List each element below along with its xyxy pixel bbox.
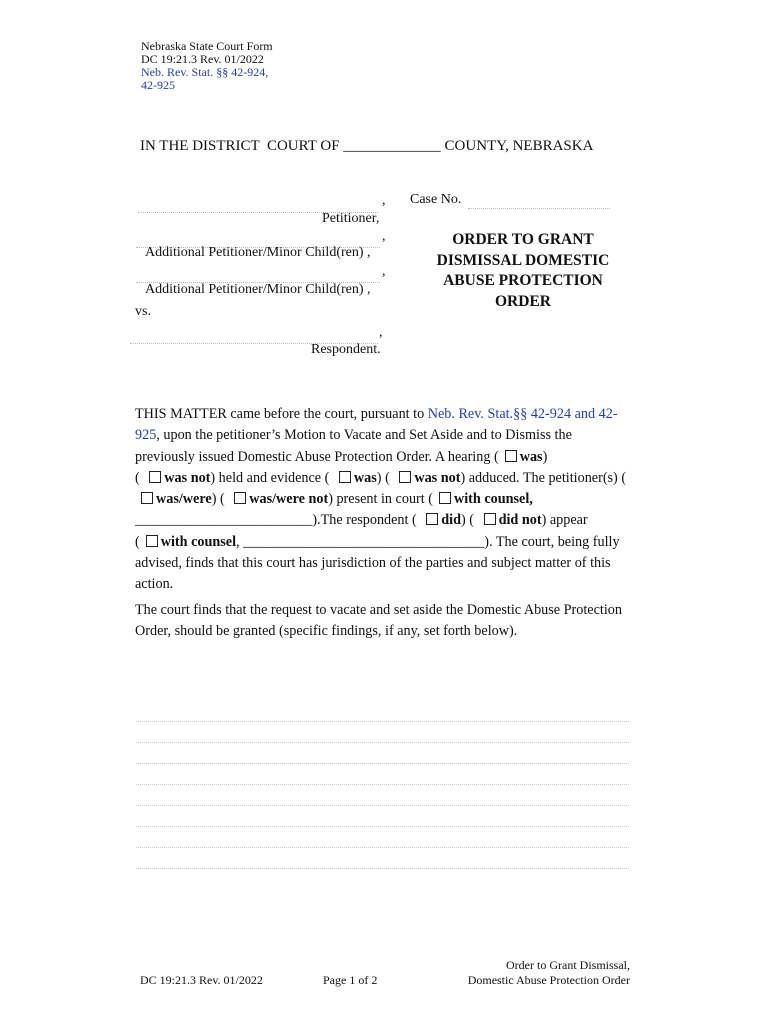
respondent-label: Respondent. [311,342,381,357]
petitioner-with-counsel-checkbox[interactable] [439,492,451,504]
caption-comma-2: , [382,229,386,244]
option-label: did not [498,512,542,529]
statute-reference-link[interactable]: 42-925 [135,406,618,444]
title-line: DISMISSAL DOMESTIC [436,251,610,269]
hearing-was-checkbox[interactable] [505,450,517,462]
caption-comma-4: , [379,325,383,340]
findings-line[interactable] [136,868,629,869]
additional-petitioner-label-2: Additional Petitioner/Minor Child(ren) , [145,282,371,297]
caption-comma-3: , [382,264,386,279]
statute-link-2[interactable]: 42-925 [141,78,175,92]
document-title [418,230,628,312]
hearing-was-not-checkbox[interactable] [149,471,161,483]
petitioner-was-present-checkbox[interactable] [141,492,153,504]
body-text: , upon the petitioner’s Motion to Vacate and Set Aside and to Dismiss the previously issued Domestic Abuse Protection Order. A hearing ( [135,427,572,465]
respondent-with-counsel-checkbox[interactable] [146,535,158,547]
statute-link-1[interactable]: Neb. Rev. Stat. §§ 42-924, [141,65,269,79]
petitioner-label: Petitioner, [322,211,380,226]
caption-comma-1: , [382,193,386,208]
court-heading: IN THE DISTRICT COURT OF _____________ COUNTY, NEBRASKA [140,138,594,154]
body-text: ) ( [376,469,390,486]
versus-label: vs. [135,304,151,319]
respondent-did-not-checkbox[interactable] [484,513,496,525]
additional-petitioner-label-1: Additional Petitioner/Minor Child(ren) , [145,245,371,260]
option-label: with counsel, [453,491,533,508]
footer-title-line: Order to Grant Dismissal, [506,958,630,972]
petitioner-not-present-checkbox[interactable] [234,492,246,504]
form-name: Nebraska State Court Form [141,39,273,53]
case-number-field[interactable] [468,208,610,209]
findings-line[interactable] [136,721,629,722]
body-text: ) present in court ( [328,491,433,508]
option-label: was not [164,469,211,486]
body-text: ( [135,533,140,550]
respondent-did-checkbox[interactable] [426,513,438,525]
statute-reference-link[interactable]: Neb. Rev. Stat.§§ 42-924 and [427,406,596,422]
body-text: ) held and evidence ( [210,469,330,486]
case-number-label: Case No. [410,192,462,207]
title-line: ABUSE PROTECTION [443,272,603,289]
footer-title-line: Domestic Abuse Protection Order [467,973,630,987]
option-label: with counsel [160,533,237,550]
findings-line[interactable] [136,826,629,827]
form-header [141,40,273,92]
evidence-was-not-checkbox[interactable] [399,471,411,483]
body-text: ) ( [211,491,225,508]
findings-line[interactable] [136,784,629,785]
findings-line[interactable] [136,805,629,806]
body-text: ) appear [541,512,588,529]
body-text: , __________________________________). The court, being fully advised, finds that this court has jurisdiction of the parties and subject matter of this action. [135,533,620,593]
form-revision: DC 19:21.3 Rev. 01/2022 [141,52,264,66]
footer-document-title [440,958,630,988]
body-text: ) adduced. The petitioner(s) ( [460,469,627,486]
option-label: was [353,469,377,486]
findings-line[interactable] [136,763,629,764]
body-text: ( [135,469,140,486]
body-text: THIS MATTER came before the court, pursuant to [135,406,428,422]
title-line: ORDER TO GRANT [452,231,594,248]
findings-line[interactable] [136,847,629,848]
option-label: was/were [156,491,212,508]
option-label: was [519,448,543,465]
petitioner-counsel-field[interactable]: _________________________).The respondent ( [135,512,417,529]
evidence-was-checkbox[interactable] [339,471,351,483]
footer-page-number: Page 1 of 2 [323,973,378,987]
findings-line[interactable] [136,742,629,743]
body-text: ) ( [461,512,475,529]
findings-paragraph: The court finds that the request to vacate and set aside the Domestic Abuse Protection Order, should be granted (specific findings, if any, set forth below). [135,602,622,640]
option-label: did [441,512,462,529]
option-label: was not [414,469,461,486]
title-line: ORDER [495,292,551,310]
order-paragraph: THIS MATTER came before the court, pursuant to Neb. Rev. Stat.§§ 42-924 and 42-925, upon the petitioner’s Motion to Vacate and Set Aside and to Dismiss the previously issued Domestic Abuse Protection Order. A hearing ( was) ( was not) held and evidence ( was) ( was not) adduced. The petitioner(s) ( was/were) ( was/were not) present in court ( with counsel, _________________________).The respondent ( did) ( did not) appear ( with counsel, __________________________________). The court, being fully advised, finds that this court has jurisdiction of the parties and subject matter of this action. [135,406,627,593]
option-label: was/were not [249,491,329,508]
footer-form-revision: DC 19:21.3 Rev. 01/2022 [140,973,263,987]
